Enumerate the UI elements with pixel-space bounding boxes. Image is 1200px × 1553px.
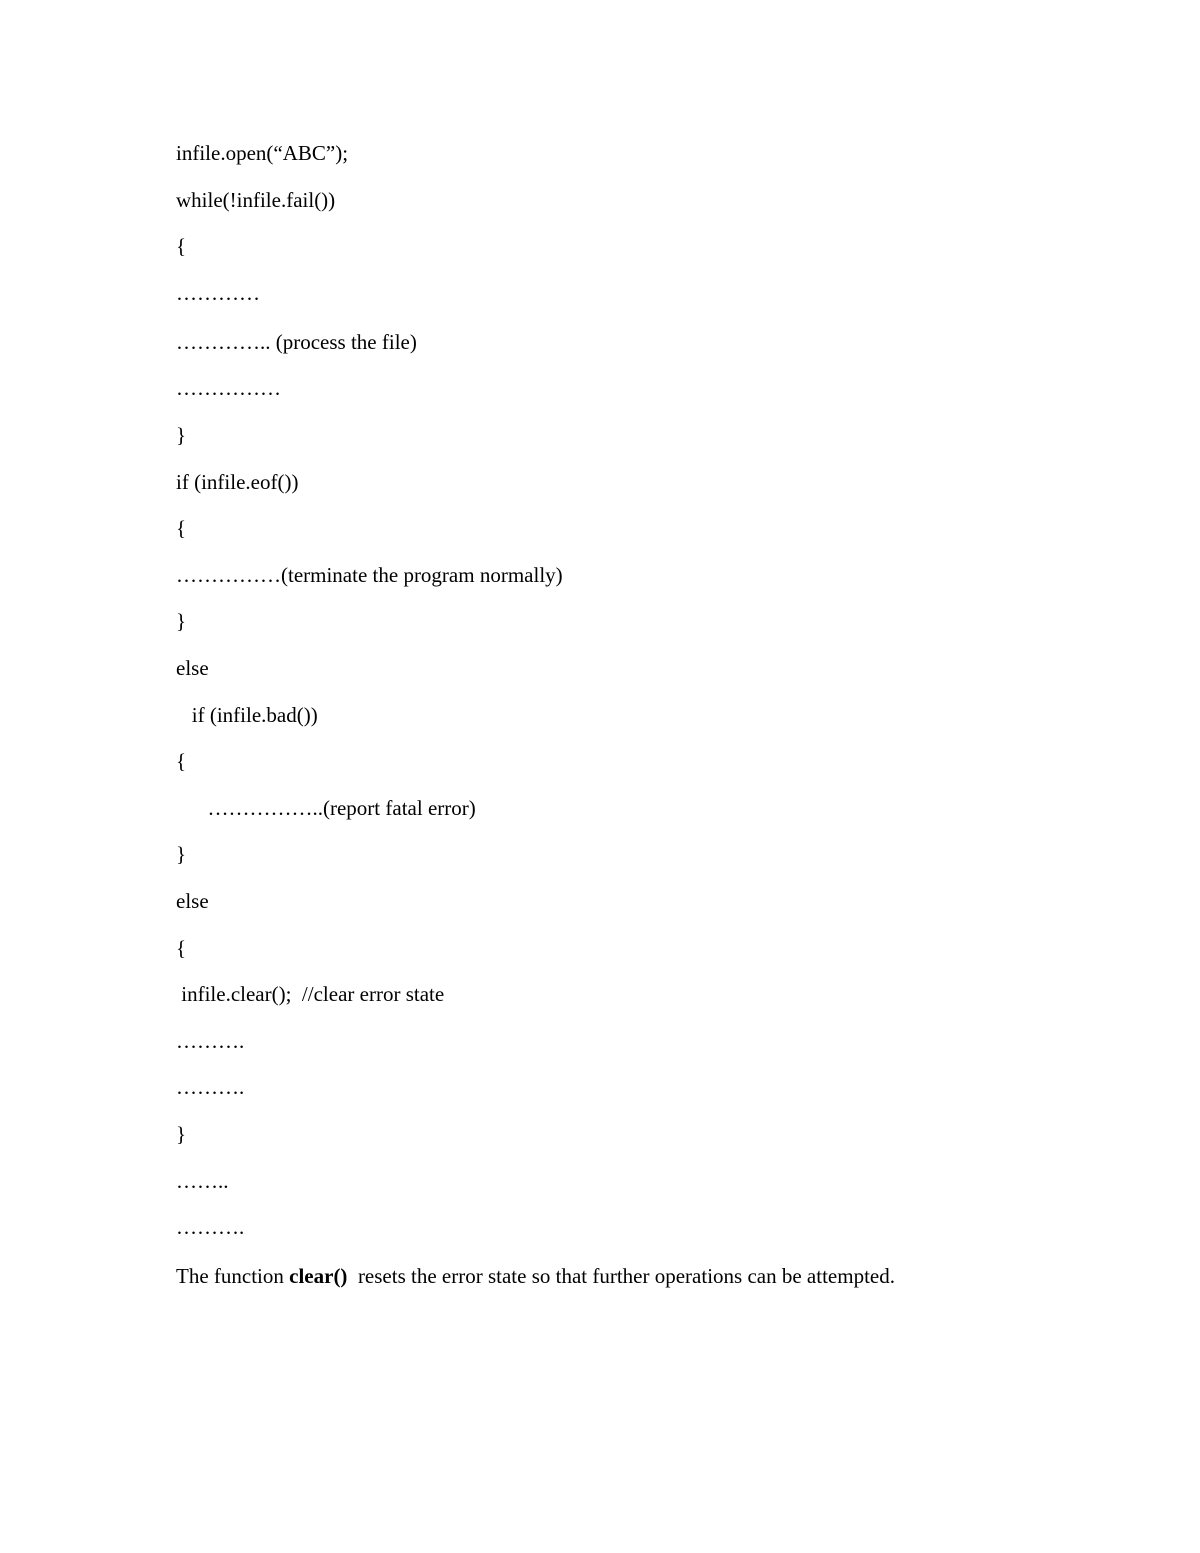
summary-keyword: clear() bbox=[289, 1264, 348, 1288]
code-line: ……………..(report fatal error) bbox=[176, 796, 476, 820]
code-line: else bbox=[176, 889, 209, 913]
code-line: infile.open(“ABC”); bbox=[176, 141, 349, 165]
code-line: ………. bbox=[176, 1029, 245, 1053]
code-line: …….. bbox=[176, 1169, 229, 1193]
code-line: } bbox=[176, 609, 187, 633]
code-line: infile.clear(); //clear error state bbox=[176, 982, 445, 1006]
summary-paragraph bbox=[176, 1264, 895, 1288]
code-line: ………….. (process the file) bbox=[176, 330, 417, 354]
code-line: } bbox=[176, 842, 187, 866]
code-line: } bbox=[176, 1122, 187, 1146]
code-line: if (infile.bad()) bbox=[176, 703, 318, 727]
code-line: else bbox=[176, 656, 209, 680]
code-line: { bbox=[176, 234, 187, 258]
code-line: { bbox=[176, 749, 187, 773]
code-line: if (infile.eof()) bbox=[176, 470, 299, 494]
code-line: } bbox=[176, 423, 187, 447]
code-line: while(!infile.fail()) bbox=[176, 188, 336, 212]
code-line: …………… bbox=[176, 376, 281, 400]
code-line: ………. bbox=[176, 1215, 245, 1239]
code-line: { bbox=[176, 936, 187, 960]
code-line: ………. bbox=[176, 1075, 245, 1099]
code-line: { bbox=[176, 516, 187, 540]
summary-text-before: The function bbox=[176, 1264, 290, 1288]
code-line: ………… bbox=[176, 281, 260, 305]
code-line: ……………(terminate the program normally) bbox=[176, 563, 563, 587]
summary-text-after: resets the error state so that further operations can be attempted. bbox=[347, 1264, 895, 1288]
